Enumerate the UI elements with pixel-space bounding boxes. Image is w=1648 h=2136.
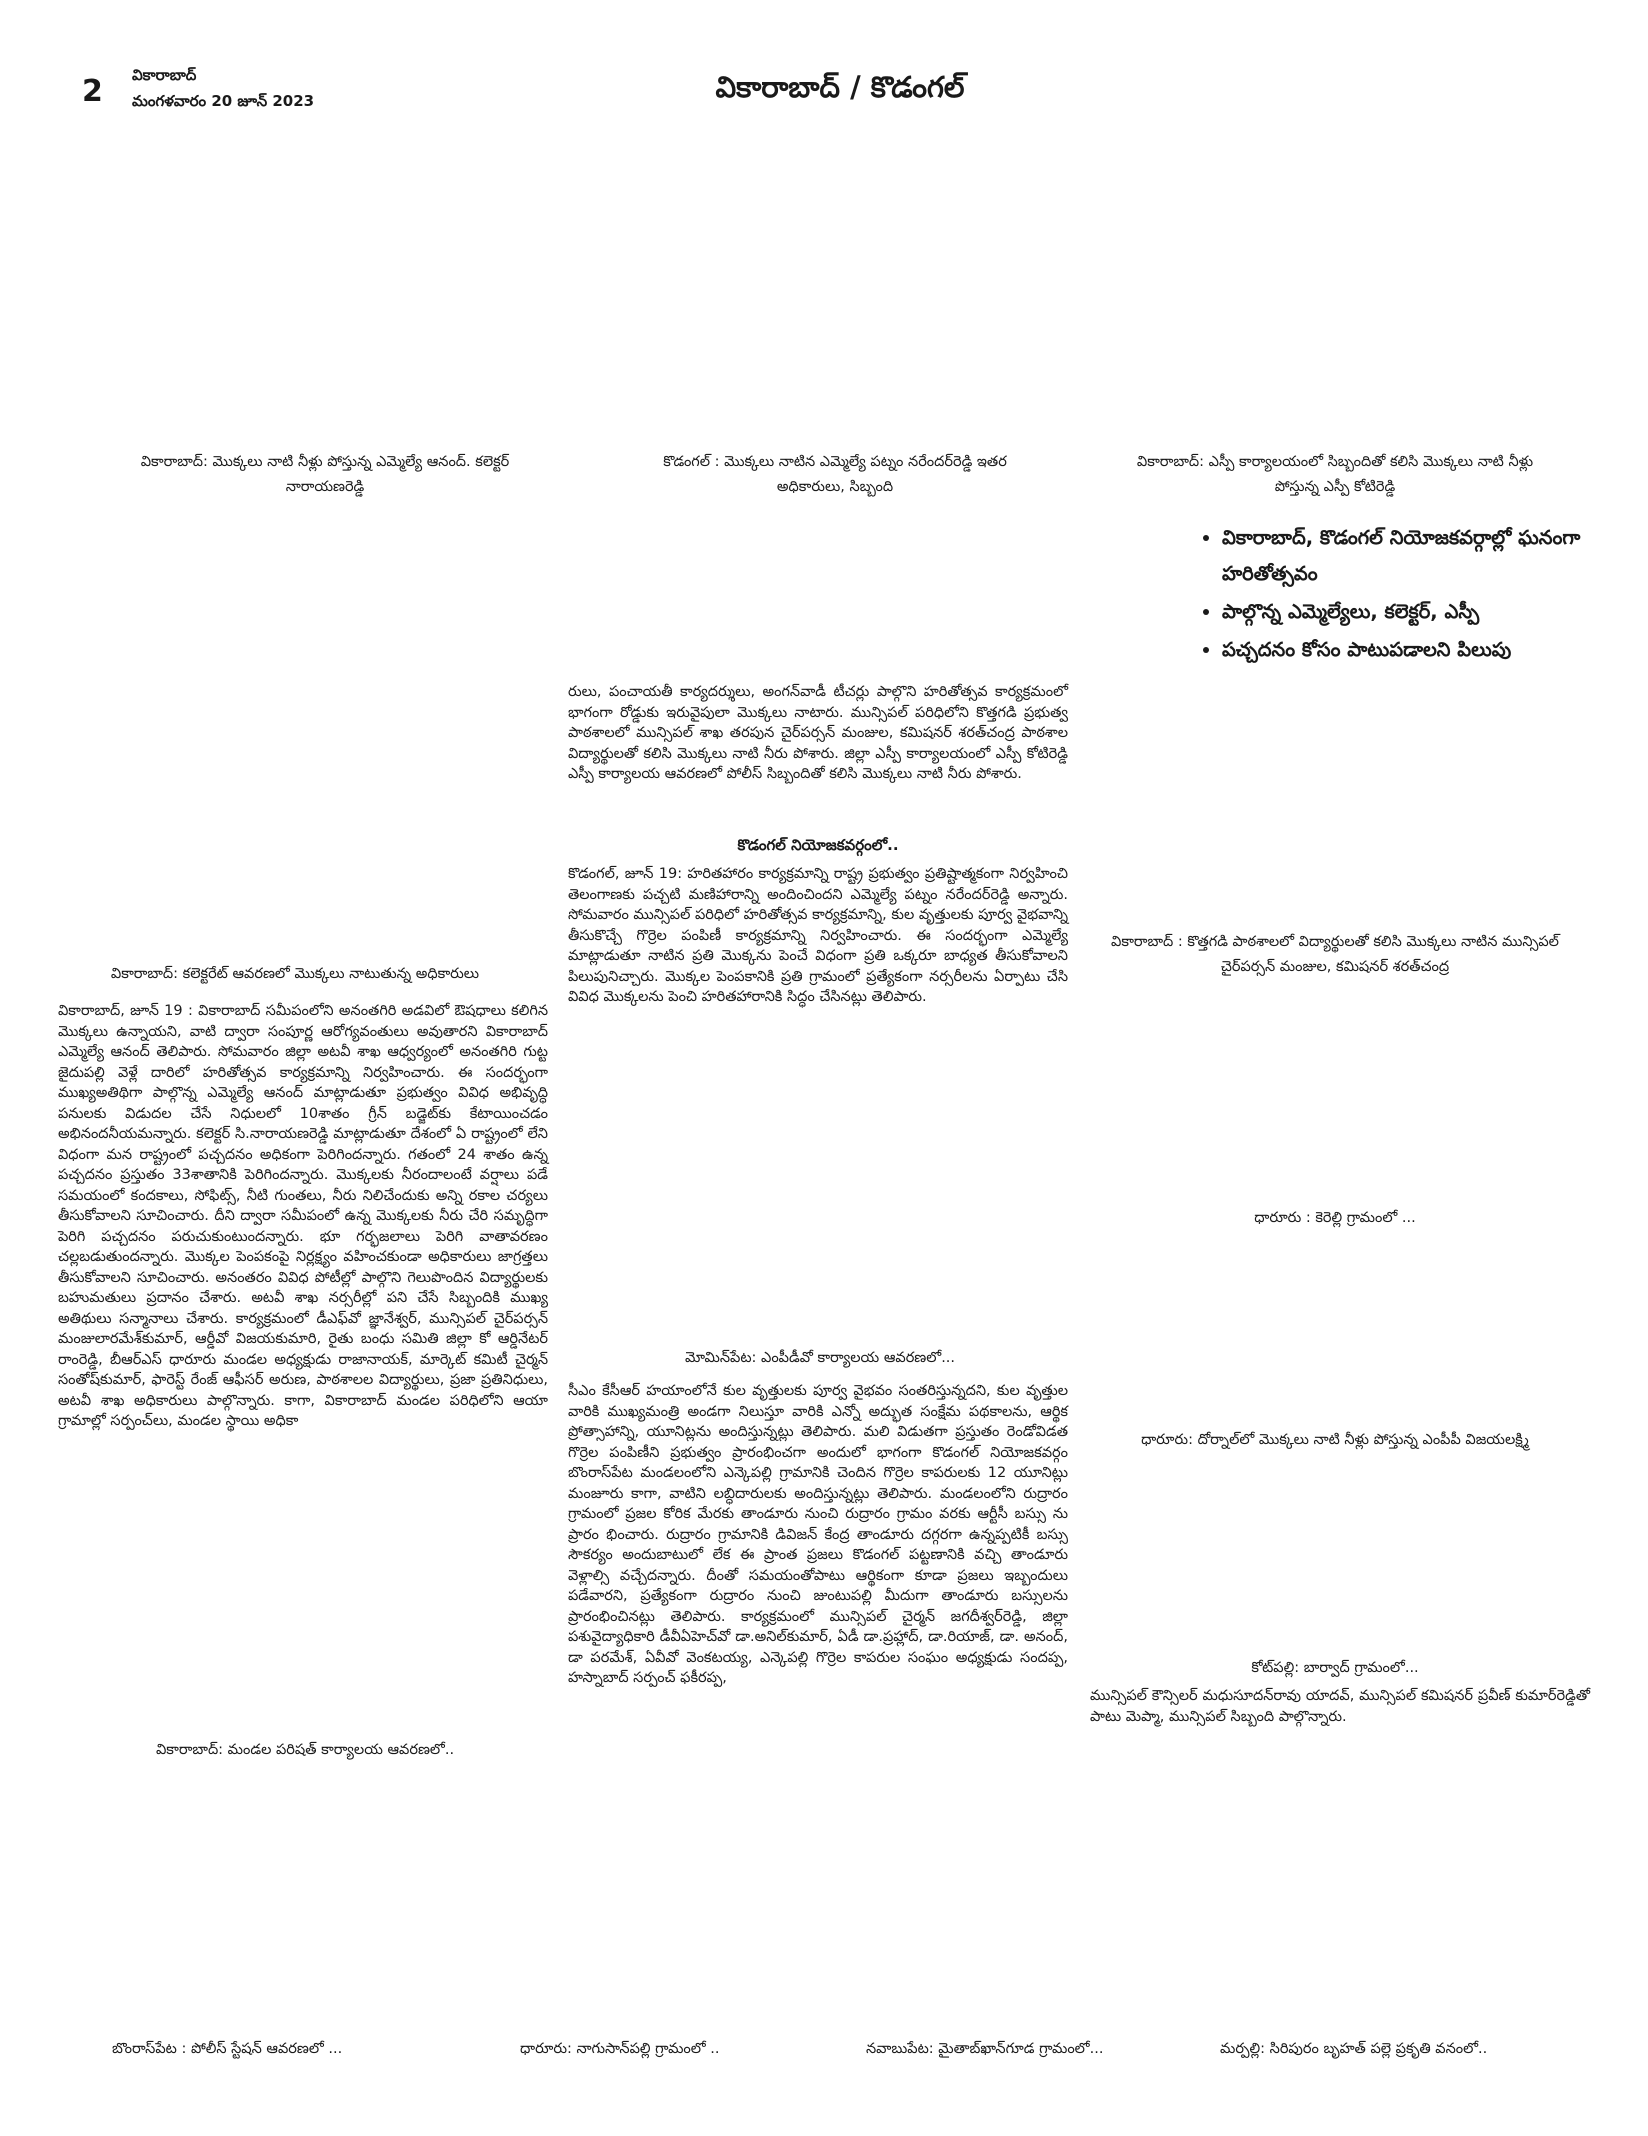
- photo-caption-collectorate: వికారాబాద్: కలెక్టరేట్ ఆవరణలో మొక్కలు నాటుతున్న అధికారులు: [110, 966, 480, 982]
- bottom-caption-bomraspet: బొంరాస్‌పేట : పోలీస్ స్టేషన్ ఆవరణలో ...: [112, 2041, 343, 2057]
- kodangal-subheading: కొడంగల్ నియోజకవర్గంలో..: [737, 836, 899, 854]
- highlight-item: • వికారాబాద్, కొడంగల్ నియోజకవర్గాల్లో ఘనంగా హరితోత్సవం: [1222, 520, 1602, 592]
- photo-caption-top-center: కొడంగల్ : మొక్కలు నాటిన ఎమ్మెల్యే పట్నం నరేందర్‌రెడ్డి ఇతర అధికారులు, సిబ్బంది: [663, 454, 1007, 495]
- article-left-main: వికారాబాద్, జూన్ 19 : వికారాబాద్ సమీపంలోని అనంతగిరి అడవిలో ఔషధాలు కలిగిన మొక్కలు ఉన్నాయని, వాటి ద్వారా సంపూర్ణ ఆరోగ్యవంతులు అవుతారని వికారాబాద్ ఎమ్మెల్యే ఆనంద్ తెలిపారు. సోమవారం జిల్లా అటవీ శాఖ ఆధ్వర్యంలో అనంతగిరి గుట్ట జైదుపల్లి వెళ్లే దారిలో హరితోత్సవ కార్యక్రమాన్ని నిర్వహించారు. ఈ సందర్భంగా ముఖ్యఅతిథిగా పాల్గొన్న ఎమ్మెల్యే ఆనంద్ మాట్లాడుతూ ప్రభుత్వం వివిధ అభివృద్ధి పనులకు విడుదల చేసే నిధులలో 10శాతం గ్రీన్ బడ్జెట్‌కు కేటాయించడం అభినందనీయమన్నారు. కలెక్టర్ సి.నారాయణరెడ్డి మాట్లాడుతూ దేశంలో ఏ రాష్ట్రంలో లేని విధంగా మన రాష్ట్రంలో పచ్చదనం అధికంగా పెరిగిందన్నారు. గతంలో 24 శాతం ఉన్న పచ్చదనం ప్రస్తుతం 33శాతానికి పెరిగిందన్నారు. మొక్కలకు నీరందాలంటే వర్షాలు పడే సమయంలో కందకాలు, సోఫిట్స్, నీటి గుంతలు, నీరు నిలిచేందుకు అన్ని రకాల చర్యలు తీసుకోవాలని సూచించారు. దీని ద్వారా సమీపంలో ఉన్న మొక్కలకు నీరు చేరి సమృద్ధిగా పెరిగి పచ్చదనం పరుచుకుంటుందన్నారు. భూ గర్భజలాలు పెరిగి వాతావరణం చల్లబడుతుందన్నారు. మొక్కల పెంపకంపై నిర్లక్ష్యం వహించకుండా అధికారులు జాగ్రత్తలు తీసుకోవాలని సూచించారు. అనంతరం వివిధ పోటీల్లో పాల్గొని గెలుపొందిన విద్యార్థులకు బహుమతులు ప్రదానం చేశారు. అటవీ శాఖ నర్సరీల్లో పని చేసే సిబ్బందికి ముఖ్య అతిథులు సన్మానాలు చేశారు. కార్యక్రమంలో డీఎఫ్‌వో జ్ఞానేశ్వర్, మున్సిపల్ చైర్‌పర్సన్ మంజులారమేశ్‌కుమార్, ఆర్డీవో విజయకుమారి, రైతు బంధు సమితి జిల్లా కో ఆర్డినేటర్ రాంరెడ్డి, బీఆర్ఎస్ ధారూరు మండల అధ్యక్షుడు రాజానాయక్, మార్కెట్ కమిటీ చైర్మన్ సంతోష్‌కుమార్, ఫారెస్ట్ రేంజ్ ఆఫీసర్ అరుణ, పాఠశాలల విద్యార్థులు, ప్రజా ప్రతినిధులు, అటవీ శాఖ అధికారులు పాల్గొన్నారు. కాగా, వికారాబాద్ మండల పరిధిలోని ఆయా గ్రామాల్లో సర్పంచ్‌లు, మండల స్థాయి అధికా: [58, 1003, 548, 1429]
- bottom-caption-marpally: మర్పల్లి: సిరిపురం బృహత్ పల్లె ప్రకృతి వనంలో..: [1220, 2041, 1488, 2057]
- article-center-bottom: సీఎం కేసీఆర్ హయాంలోనే కుల వృత్తులకు పూర్వ వైభవం సంతరిస్తున్నదని, కుల వృత్తుల వారికి ముఖ్యమంత్రి అండగా నిలుస్తూ వారికి ఎన్నో అద్భుత సంక్షేమ పథకాలను, ఆర్థిక ప్రోత్సాహాన్ని, యూనిట్లను అందిస్తున్నట్లు తెలిపారు. మలి విడుతగా ప్రస్తుతం రెండోవిడత గొర్రెల పంపిణీని ప్రభుత్వం ప్రారంభించగా అందులో భాగంగా కొడంగల్ నియోజకవర్గం బొంరాస్‌పేట మండలంలోని ఎన్కెపల్లి గ్రామానికి చెందిన గొర్రెల కాపరులకు 12 యూనిట్లు మంజూరు కాగా, వాటిని లబ్ధిదారులకు అందిస్తున్నట్లు తెలిపారు. మండలంలోని రుద్రారం గ్రామంలో ప్రజల కోరిక మేరకు తాండూరు నుంచి రుద్రారం గ్రామం వరకు ఆర్టీసీ బస్సు ను ప్రారం భించారు. రుద్రారం గ్రామానికి డివిజన్ కేంద్ర తాండూరు దగ్గరగా ఉన్నప్పటికీ బస్సు సౌకర్యం అందుబాటులో లేక ఈ ప్రాంత ప్రజలు కొడంగల్ పట్టణానికి వచ్చి తాండూరు వెళ్లాల్సి వచ్చేదన్నారు. దీంతో సమయంతోపాటు ఆర్థికంగా కూడా ప్రజలు ఇబ్బందులు పడేవారని, ప్రత్యేకంగా రుద్రారం నుంచి జుంటుపల్లి మీదుగా తాండూరు బస్సులను ప్రారంభించినట్లు తెలిపారు. కార్యక్రమంలో మున్సిపల్ చైర్మన్ జగదీశ్వర్‌రెడ్డి, జిల్లా పశువైద్యాధికారి డీవీఏహెచ్‌వో డా.అనిల్‌కుమార్, ఏడీ డా.ప్రహ్లాద్, డా.రియాజ్, డా. అనంద్, డా పరమేశ్, ఏవీవో వెంకటయ్య, ఎన్కెపల్లి గొర్రెల కాపరుల సంఘం అధ్యక్షుడు సందప్ప, హస్నాబాద్ సర్పంచ్ ఫకీరప్ప,: [568, 1383, 1068, 1686]
- photo-caption-dharur-dornal: ధారూరు: దోర్నాల్‌లో మొక్కలు నాటి నీళ్లు పోస్తున్న ఎంపీపీ విజయలక్ష్మి: [1141, 1432, 1529, 1448]
- article-kodangal: కొడంగల్, జూన్ 19: హరితహారం కార్యక్రమాన్ని రాష్ట్ర ప్రభుత్వం ప్రతిష్టాత్మకంగా నిర్వహించి తెలంగాణకు పచ్చటి మణిహారాన్ని అందించిందని ఎమ్మెల్యే పట్నం నరేందర్‌రెడ్డి అన్నారు. సోమవారం మున్సిపల్ పరిధిలో హరితోత్సవ కార్యక్రమాన్ని, కుల వృత్తులకు పూర్వ వైభవాన్ని తీసుకొచ్చే గొర్రెల పంపిణీ కార్యక్రమాన్ని నిర్వహించారు. ఈ సందర్భంగా ఎమ్మెల్యే మాట్లాడుతూ నాటిన ప్రతి మొక్కను పెంచే విధంగా ప్రతి ఒక్కరూ బాధ్యత తీసుకోవాలని పిలుపునిచ్చారు. మొక్కల పెంపకానికి ప్రతి గ్రామంలో ప్రత్యేకంగా నర్సరీలను ఏర్పాటు చేసి వివిధ మొక్కలను పెంచి హరితహారానికి సిద్ధం చేసినట్లు తెలిపారు.: [568, 866, 1068, 1005]
- photo-caption-right-school: వికారాబాద్ : కొత్తగడి పాఠశాలలో విద్యార్థులతో కలిసి మొక్కలు నాటిన మున్సిపల్ చైర్‌పర్సన్ మంజుల, కమిషనర్ శరత్‌చంద్ర: [1111, 934, 1559, 975]
- highlight-item: • పాల్గొన్న ఎమ్మెల్యేలు, కలెక్టర్, ఎస్పీ: [1222, 594, 1602, 630]
- photo-caption-momin-peta: మోమిన్‌పేట: ఎంపీడీవో కార్యాలయ ఆవరణలో...: [684, 1350, 956, 1366]
- bottom-caption-dharur: ధారూరు: నాగుసాన్‌పల్లి గ్రామంలో ..: [520, 2041, 720, 2057]
- article-center-top: రులు, పంచాయతీ కార్యదర్శులు, అంగన్‌వాడీ టీచర్లు పాల్గొని హరితోత్సవ కార్యక్రమంలో భాగంగా రోడ్డుకు ఇరువైపులా మొక్కలు నాటారు. మున్సిపల్ పరిధిలోని కొత్తగడి ప్రభుత్వ పాఠశాలలో మున్సిపల్ శాఖ తరపున చైర్‌పర్సన్ మంజుల, కమిషనర్ శరత్‌చంద్ర పాఠశాల విద్యార్థులతో కలిసి మొక్కలు నాటి నీరు పోశారు. జిల్లా ఎస్పీ కార్యాలయంలో ఎస్పీ కోటిరెడ్డి ఎస్పీ కార్యాలయ ఆవరణలో పోలీస్ సిబ్బందితో కలిసి మొక్కలు నాటి నీరు పోశారు.: [568, 684, 1068, 782]
- photo-caption-mandal-parishad: వికారాబాద్: మండల పరిషత్ కార్యాలయ ఆవరణలో..: [155, 1742, 455, 1758]
- page-number: 2: [82, 74, 103, 109]
- highlight-item: • పచ్చదనం కోసం పాటుపడాలని పిలుపు: [1222, 632, 1602, 668]
- publication-date: మంగళవారం 20 జూన్ 2023: [132, 92, 315, 110]
- photo-caption-top-right: వికారాబాద్: ఎస్పీ కార్యాలయంలో సిబ్బందితో కలిసి మొక్కలు నాటి నీళ్లు పోస్తున్న ఎస్పీ కోటిరెడ్డి: [1136, 454, 1534, 495]
- photo-caption-top-left: వికారాబాద్: మొక్కలు నాటి నీళ్లు పోస్తున్న ఎమ్మెల్యే ఆనంద్. కలెక్టర్ నారాయణరెడ్డి: [140, 454, 510, 495]
- edition-name: వికారాబాద్: [132, 66, 197, 84]
- article-right-bottom: మున్సిపల్ కౌన్సిలర్ మధుసూదన్‌రావు యాదవ్, మున్సిపల్ కమిషనర్ ప్రవీణ్ కుమార్‌రెడ్డితో పాటు మెప్మా, మున్సిపల్ సిబ్బంది పాల్గొన్నారు.: [1090, 1688, 1590, 1725]
- dateline: [132, 62, 314, 114]
- section-title: వికారాబాద్ / కొడంగల్: [715, 70, 965, 104]
- bottom-caption-nawabpet: నవాబుపేట: మైతాబ్‌ఖాన్‌గూడ గ్రామంలో...: [866, 2041, 1104, 2057]
- photo-caption-kotpally: కోట్‌పల్లి: బార్వాద్ గ్రామంలో...: [1251, 1660, 1419, 1676]
- story-highlights: [1200, 520, 1602, 670]
- photo-caption-dharur-kerelli: ధారూరు : కెరెల్లి గ్రామంలో ...: [1254, 1210, 1416, 1226]
